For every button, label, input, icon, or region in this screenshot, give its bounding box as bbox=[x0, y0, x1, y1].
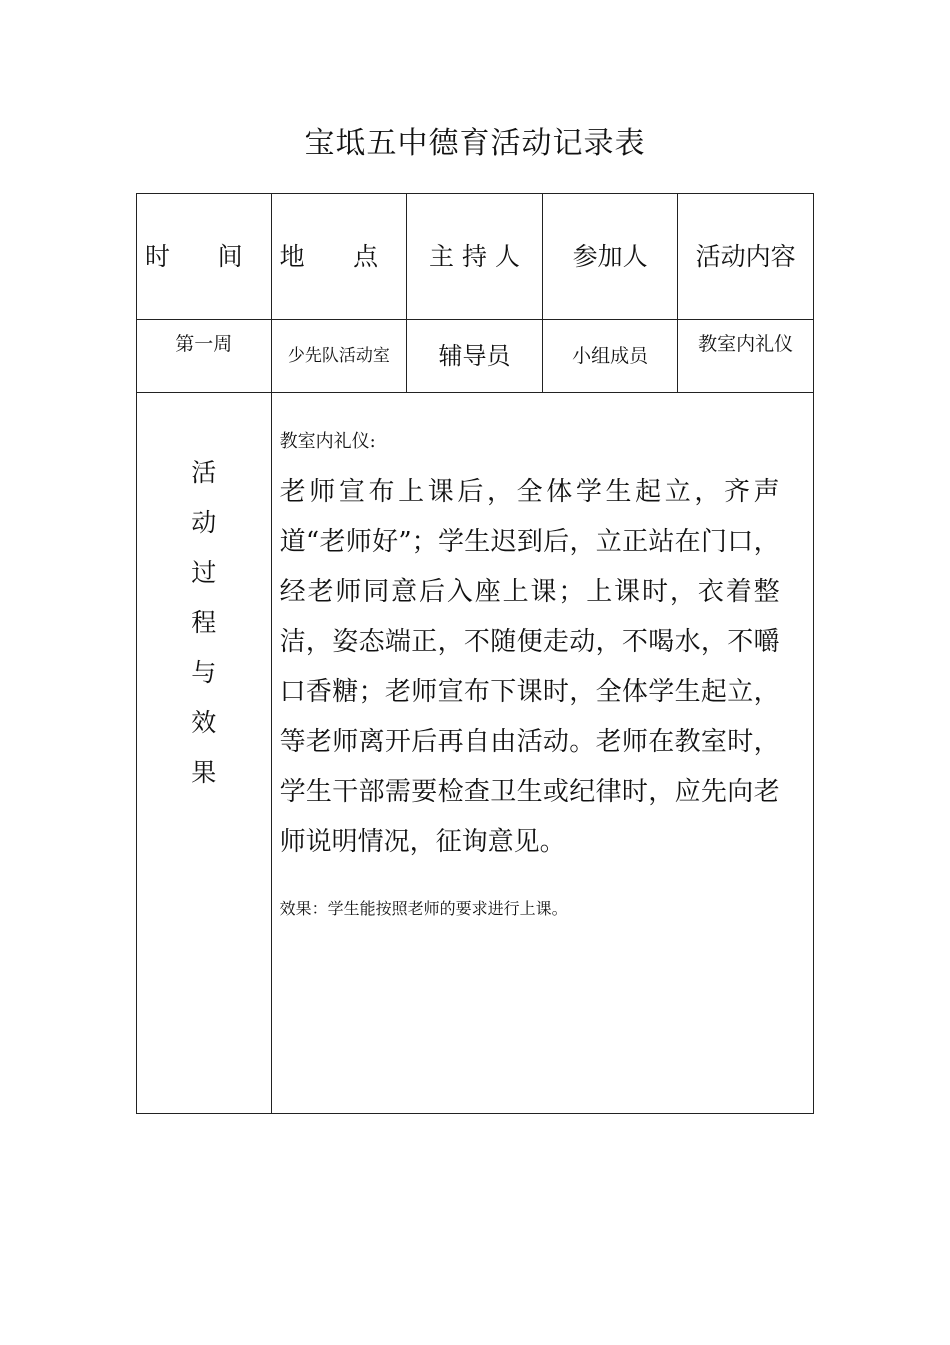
header-place-char-1: 地 bbox=[279, 241, 305, 271]
header-time-char-2: 间 bbox=[217, 241, 243, 271]
process-heading: 教室内礼仪: bbox=[279, 431, 376, 452]
info-content: 教室内礼仪 bbox=[678, 320, 814, 393]
side-label-char: 与 bbox=[191, 658, 217, 687]
header-content-cell bbox=[678, 194, 814, 320]
header-place-cell bbox=[271, 194, 407, 320]
side-label-char: 动 bbox=[191, 508, 217, 537]
process-content-cell bbox=[271, 393, 813, 1114]
header-host-cell bbox=[407, 194, 543, 320]
header-time bbox=[137, 242, 271, 272]
header-time-char-1: 时 bbox=[145, 241, 171, 271]
side-label-char: 活 bbox=[191, 458, 217, 487]
info-row bbox=[137, 320, 814, 393]
header-place bbox=[272, 242, 407, 272]
info-participants: 小组成员 bbox=[542, 320, 678, 393]
header-row bbox=[137, 194, 814, 320]
header-participants-cell bbox=[542, 194, 678, 320]
process-row bbox=[137, 393, 814, 1114]
header-content: 活动内容 bbox=[695, 241, 796, 271]
info-place: 少先队活动室 bbox=[271, 320, 407, 393]
activity-record-table bbox=[136, 193, 814, 1114]
side-label-char: 过 bbox=[191, 558, 217, 587]
process-effect: 效果：学生能按照老师的要求进行上课。 bbox=[279, 899, 568, 918]
side-label-char: 程 bbox=[191, 608, 217, 637]
header-place-char-2: 点 bbox=[353, 241, 379, 271]
header-host: 主 持 人 bbox=[429, 241, 520, 271]
header-participants: 参加人 bbox=[572, 241, 648, 271]
info-time: 第一周 bbox=[137, 320, 272, 393]
side-label-char: 果 bbox=[191, 758, 217, 787]
header-time-cell bbox=[137, 194, 272, 320]
info-host: 辅导员 bbox=[407, 320, 543, 393]
process-body: 老师宣布上课后，全体学生起立，齐声道“老师好”；学生迟到后，立正站在门口，经老师同意后入座上课；上课时，衣着整洁，姿态端正，不随便走动，不喝水，不嚼口香糖；老师宣布下课时，全体学生起立，等老师离开后再自由活动。老师在教室时，学生干部需要检查卫生或纪律时，应先向老师说明情况，征询意见。 bbox=[279, 477, 780, 857]
side-label-char: 效 bbox=[191, 708, 217, 737]
process-side-label bbox=[137, 393, 272, 1114]
side-label-chars bbox=[137, 448, 271, 798]
page-title: 宝坻五中德育活动记录表 bbox=[304, 126, 646, 161]
